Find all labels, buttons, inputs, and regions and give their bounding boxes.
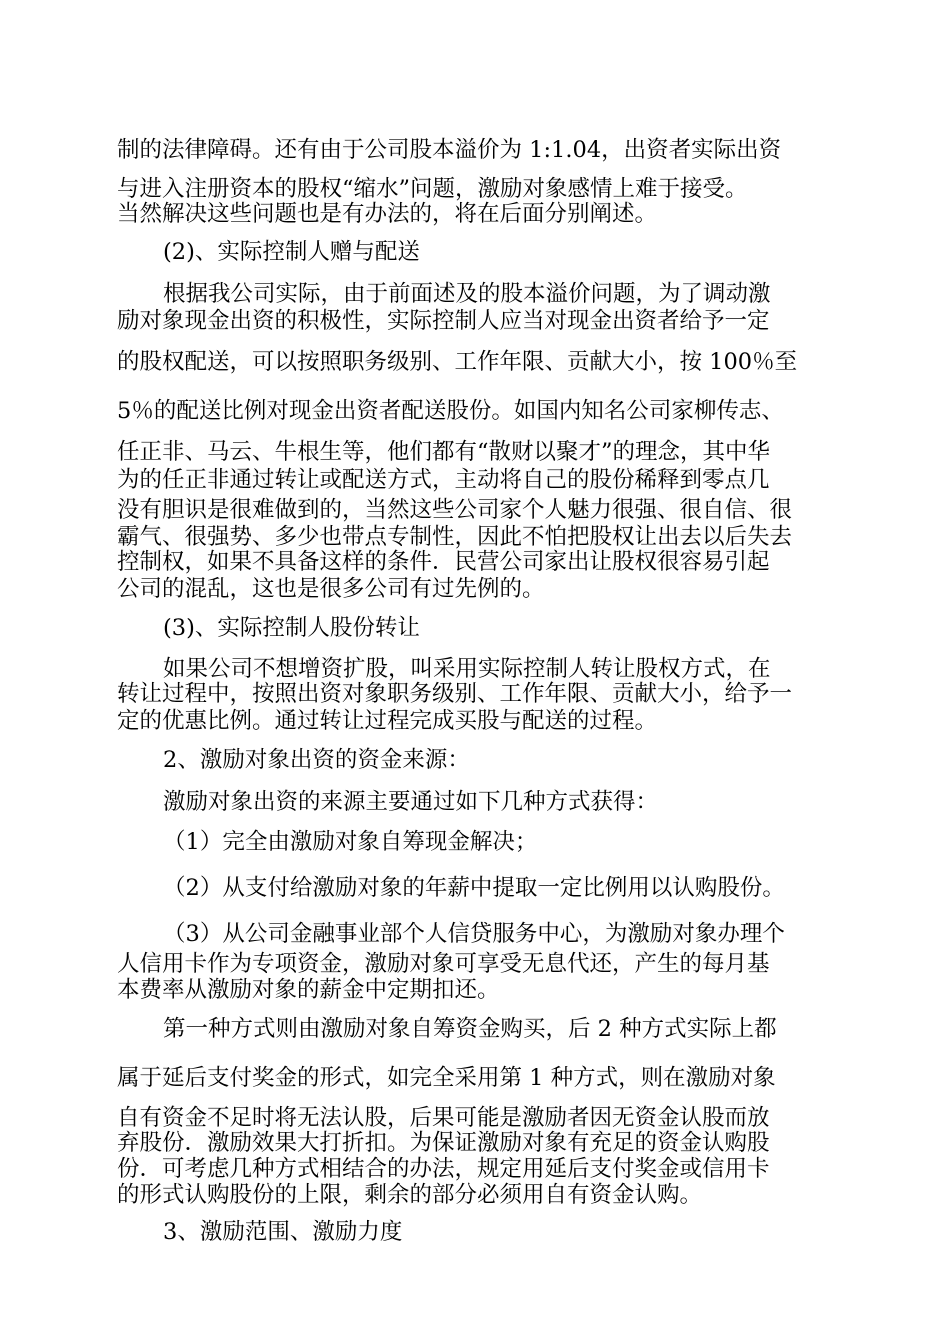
paragraph-line: 如果公司不想增资扩股，叫采用实际控制人转让股权方式，在 — [163, 656, 771, 682]
paragraph-line: 霸气、很强势、多少也带点专制性，因此不怕把股权让出去以后失去 — [117, 524, 793, 550]
paragraph-line: 励对象现金出资的积极性，实际控制人应当对现金出资者给予一定 — [117, 308, 770, 334]
section-heading: 2、激励对象出资的资金来源： — [163, 747, 470, 773]
list-item: （1）完全由激励对象自筹现金解决； — [163, 829, 538, 855]
paragraph-line: 的股权配送，可以按照职务级别、工作年限、贡献大小，按 100％至 — [117, 349, 798, 375]
paragraph-line: 本费率从激励对象的薪金中定期扣还。 — [117, 977, 500, 1003]
paragraph-line: 根据我公司实际，由于前面述及的股本溢价问题，为了调动激 — [163, 281, 771, 307]
paragraph-line: 没有胆识是很难做到的，当然这些公司家个人魅力很强、很自信、很 — [117, 497, 793, 523]
section-heading: 3、激励范围、激励力度 — [163, 1219, 403, 1245]
paragraph-line: 激励对象出资的来源主要通过如下几种方式获得： — [163, 789, 659, 815]
section-heading: (3)、实际控制人股份转让 — [163, 615, 420, 641]
list-item: （2）从支付给激励对象的年薪中提取一定比例用以认购股份。 — [163, 875, 785, 901]
paragraph-line: 自有资金不足时将无法认股，后果可能是激励者因无资金认股而放 — [117, 1105, 770, 1131]
paragraph-line: 公司的混乱，这也是很多公司有过先例的。 — [117, 576, 545, 602]
paragraph-line: 份．可考虑几种方式相结合的办法，规定用延后支付奖金或信用卡 — [117, 1156, 770, 1182]
paragraph-line: 转让过程中，按照出资对象职务级别、工作年限、贡献大小，给予一 — [117, 681, 793, 707]
paragraph-line: 第一种方式则由激励对象自筹资金购买，后 2 种方式实际上都 — [163, 1016, 777, 1042]
paragraph-line: 任正非、马云、牛根生等，他们都有“散财以聚才”的理念，其中华 — [117, 439, 771, 465]
paragraph-line: 当然解决这些问题也是有办法的，将在后面分别阐述。 — [117, 201, 658, 227]
paragraph-line: 的形式认购股份的上限，剩余的部分必须用自有资金认购。 — [117, 1182, 703, 1208]
section-heading: (2)、实际控制人赠与配送 — [163, 239, 420, 265]
paragraph-line: 人信用卡作为专项资金，激励对象可享受无息代还，产生的每月基 — [117, 951, 770, 977]
paragraph-line: 为的任正非通过转让或配送方式，主动将自己的股份稀释到零点几 — [117, 467, 770, 493]
paragraph-line: 定的优惠比例。通过转让过程完成买股与配送的过程。 — [117, 708, 658, 734]
list-item: （3）从公司金融事业部个人信贷服务中心，为激励对象办理个 — [163, 921, 785, 947]
paragraph-line: 弃股份．激励效果大打折扣。为保证激励对象有充足的资金认购股 — [117, 1130, 770, 1156]
paragraph-line: 5％的配送比例对现金出资者配送股份。如国内知名公司家柳传志、 — [117, 398, 784, 424]
paragraph-line: 制的法律障碍。还有由于公司股本溢价为 1:1.04，出资者实际出资 — [117, 137, 782, 163]
paragraph-line: 属于延后支付奖金的形式，如完全采用第 1 种方式，则在激励对象 — [117, 1065, 776, 1091]
paragraph-line: 与进入注册资本的股权“缩水”问题，激励对象感情上难于接受。 — [117, 176, 748, 202]
paragraph-line: 控制权，如果不具备这样的条件．民营公司家出让股权很容易引起 — [117, 549, 770, 575]
